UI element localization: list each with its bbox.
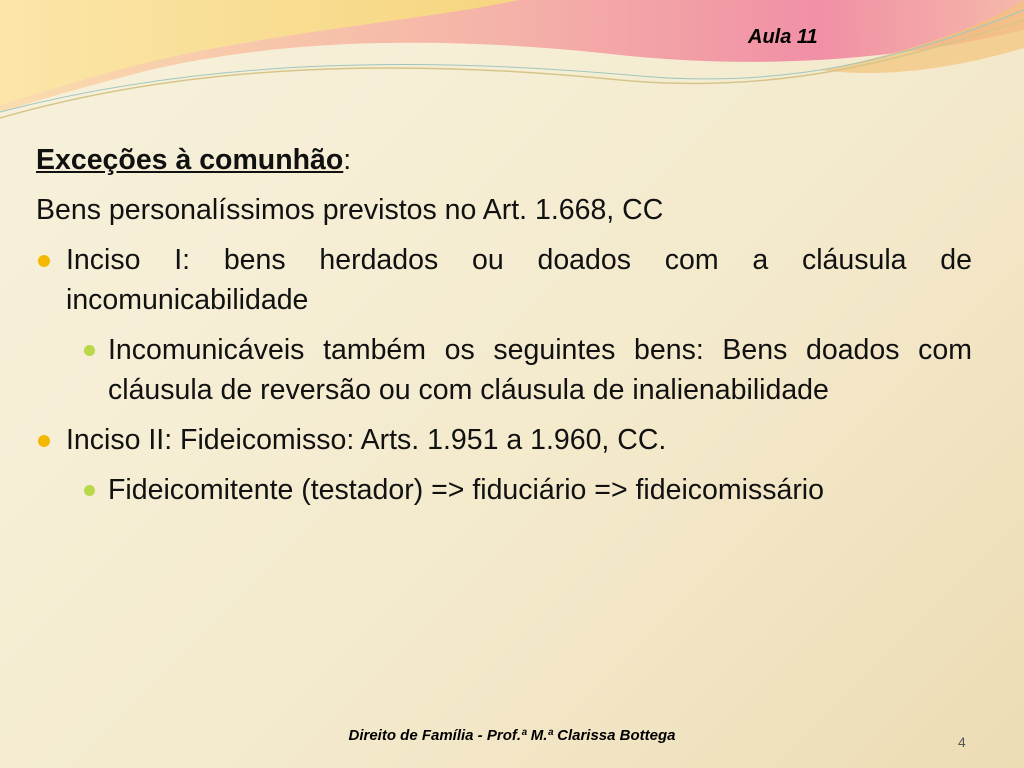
list-item-text: Fideicomitente (testador) => fiduciário => fideicomissário bbox=[108, 474, 824, 506]
heading-line bbox=[36, 140, 972, 180]
list-item-text: Inciso II: Fideicomisso: Arts. 1.951 a 1.960, CC. bbox=[66, 424, 667, 456]
list-item bbox=[36, 330, 972, 410]
list-item-text: Incomunicáveis também os seguintes bens: Bens doados com cláusula de reversão ou com cláusula de inalienabilidade bbox=[108, 334, 972, 406]
section-heading: Exceções à comunhão bbox=[36, 144, 344, 176]
subtitle: Bens personalíssimos previstos no Art. 1.668, CC bbox=[36, 194, 664, 226]
bullet-icon bbox=[84, 485, 95, 496]
bullet-icon bbox=[84, 345, 95, 356]
bullet-icon bbox=[38, 435, 50, 447]
footer-text: Direito de Família - Prof.ª M.ª Clarissa Bottega bbox=[348, 727, 676, 744]
page-number: 4 bbox=[958, 734, 966, 750]
slide-body bbox=[36, 140, 972, 520]
list-item bbox=[36, 420, 972, 460]
heading-colon: : bbox=[343, 144, 352, 176]
bullet-icon bbox=[38, 255, 50, 267]
header-wave-decoration bbox=[0, 0, 1024, 130]
list-item bbox=[36, 240, 972, 320]
list-item-text: Inciso I: bens herdados ou doados com a cláusula de incomunicabilidade bbox=[66, 244, 972, 316]
lesson-label: Aula 11 bbox=[748, 26, 818, 48]
list-item bbox=[36, 470, 972, 510]
